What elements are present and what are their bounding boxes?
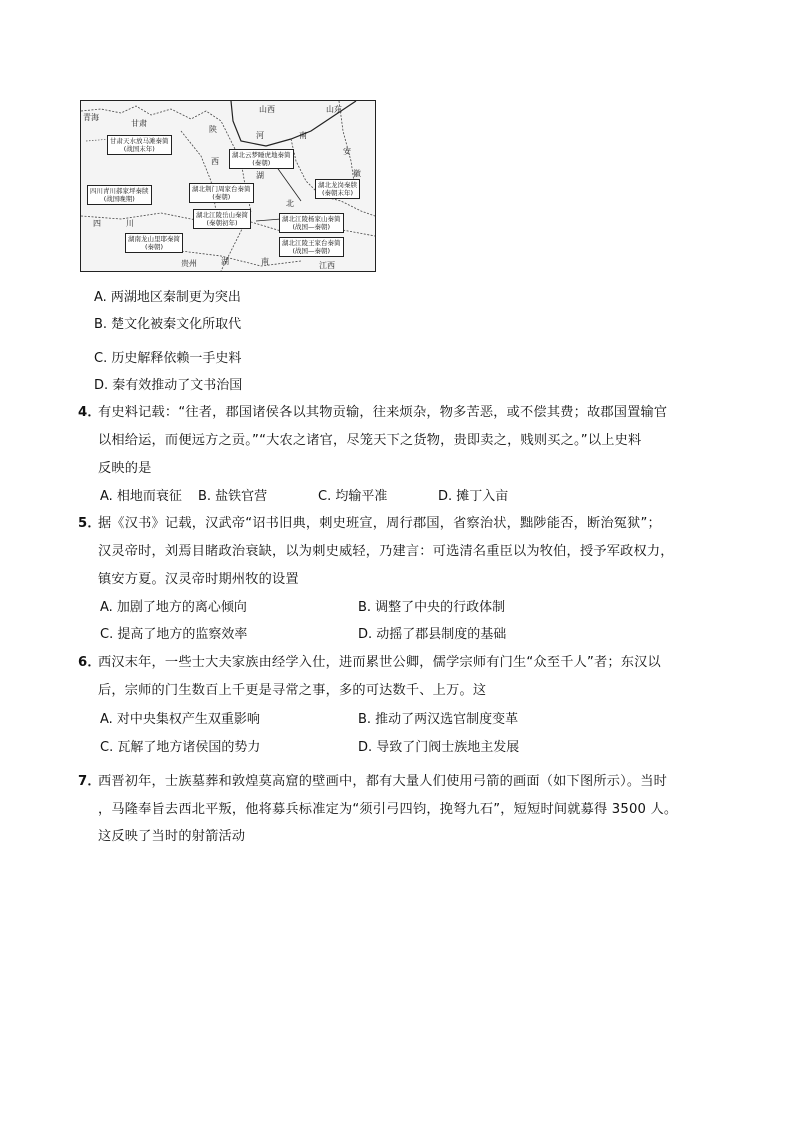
site-label: 湖北云梦睡虎地秦简 (秦朝) [229,149,294,169]
site-label: 湖北江陵杨家山秦简 (战国—秦朝) [279,213,344,233]
site-label: 湖北江陵岳山秦简 (秦朝初年) [193,209,251,229]
province-label: 四 [93,219,101,228]
qin-bamboo-slips-map [80,100,376,272]
q3-option-c: C. 历史解释依赖一手史料 [94,351,242,366]
q3-option-a: A. 两湖地区秦制更为突出 [94,290,241,305]
province-label: 川 [126,219,134,228]
q4-stem-line: 有史料记载：“往者，郡国诸侯各以其物贡输，往来烦杂，物多苦恶，或不偿其费；故郡国置输官 [98,405,668,420]
q7-stem-line: 这反映了当时的射箭活动 [98,829,246,844]
site-label: 甘肃天水放马滩秦简 (战国末年) [107,135,172,155]
q4-option-d: D. 摊丁入亩 [438,489,509,504]
province-label: 贵州 [181,259,197,268]
q4-option-a: A. 相地而衰征 [100,489,182,504]
q6-number: 6． [78,655,101,670]
province-label: 北 [286,199,294,208]
q4-number: 4． [78,405,101,420]
province-label: 江西 [319,261,335,270]
site-label: 湖南龙山里耶秦简 (秦朝) [125,233,183,253]
q6-stem-line: 西汉末年，一些士大夫家族由经学入仕，进而累世公卿，儒学宗师有门生“众至千人”者；东汉以 [98,655,661,670]
q3-option-b: B. 楚文化被秦文化所取代 [94,317,242,332]
q5-stem-line: 据《汉书》记载，汉武帝“诏书旧典，刺史班宣，周行郡国，省察治状，黜陟能否，断治冤狱”； [98,516,661,531]
province-label: 湖 [221,257,229,266]
q5-option-b: B. 调整了中央的行政体制 [358,600,506,615]
province-label: 南 [299,131,307,140]
q5-option-c: C. 提高了地方的监察效率 [100,627,248,642]
province-label: 山西 [259,105,275,114]
q7-stem-line: ，马隆奉旨去西北平叛，他将募兵标准定为“须引弓四钧，挽弩九石”，短短时间就募得 3500 人。 [98,802,678,817]
q6-option-c: C. 瓦解了地方诸侯国的势力 [100,740,261,755]
province-label: 河 [256,131,264,140]
q5-stem-line: 镇安方夏。汉灵帝时期州牧的设置 [98,572,299,587]
site-label: 湖北荆门周家台秦简 (秦朝) [189,183,254,203]
q4-option-c: C. 均输平准 [318,489,388,504]
q7-number: 7． [78,774,101,789]
q7-stem-line: 西晋初年，士族墓葬和敦煌莫高窟的壁画中，都有大量人们使用弓箭的画面（如下图所示）。当时 [98,774,668,789]
q4-stem-line: 反映的是 [98,461,152,476]
q5-option-d: D. 动摇了郡县制度的基础 [358,627,507,642]
province-label: 徽 [353,169,361,178]
q5-option-a: A. 加剧了地方的离心倾向 [100,600,247,615]
q4-option-b: B. 盐铁官营 [198,489,268,504]
site-label: 四川青川郝家坪秦牍 (战国晚期) [87,185,152,205]
province-label: 陕 [209,125,217,134]
province-label: 山东 [326,105,342,114]
q5-number: 5． [78,516,101,531]
q5-stem-line: 汉灵帝时，刘焉目睹政治衰缺，以为刺史威轻，乃建言：可选清名重臣以为牧伯，授予军政权力， [98,544,674,559]
q6-option-d: D. 导致了门阀士族地主发展 [358,740,520,755]
site-label: 湖北江陵王家台秦简 (战国—秦朝) [279,237,344,257]
province-label: 西 [211,157,219,166]
q6-option-a: A. 对中央集权产生双重影响 [100,712,260,727]
province-label: 安 [343,147,351,156]
province-label: 南 [261,257,269,266]
province-label: 青海 [83,113,99,122]
q6-option-b: B. 推动了两汉选官制度变革 [358,712,519,727]
q3-option-d: D. 秦有效推动了文书治国 [94,378,243,393]
q6-stem-line: 后，宗师的门生数百上千更是寻常之事，多的可达数千、上万。这 [98,683,487,698]
site-label: 湖北龙岗秦牍 (秦朝末年) [315,179,360,199]
province-label: 甘肃 [131,119,147,128]
province-label: 湖 [256,171,264,180]
q4-stem-line: 以相给运，而便远方之贡。”“大农之诸官，尽笼天下之货物，贵即卖之，贱则买之。”以上史料 [98,433,642,448]
